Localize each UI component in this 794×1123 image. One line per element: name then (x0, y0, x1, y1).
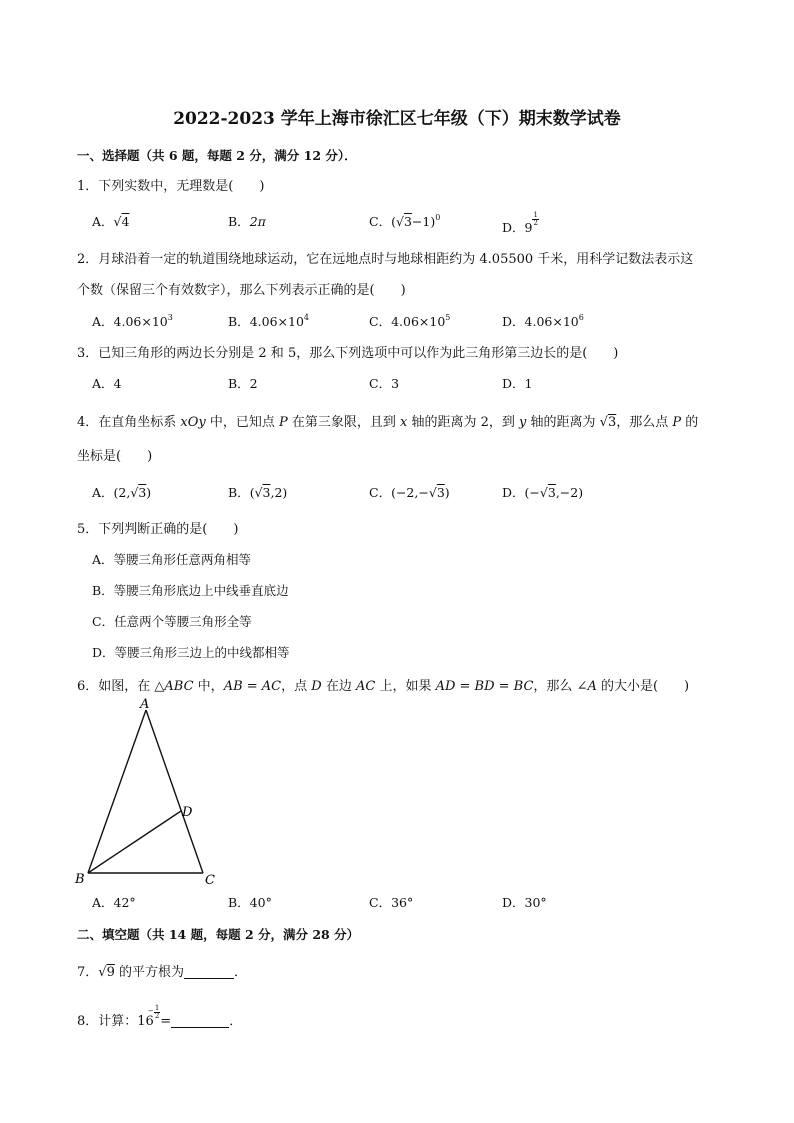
question-6-option-c: C．36° (369, 895, 414, 910)
question-4-option-d: D．(−√3,−2) (502, 485, 584, 500)
question-3-option-b: B．2 (228, 376, 258, 391)
question-2-stem-line1: 2．月球沿着一定的轨道围绕地球运动，它在远地点时与地球相距约为 4.05500 千米，用科学记数法表示这 (77, 252, 694, 267)
question-5-option-d: D．等腰三角形三边上的中线都相等 (92, 645, 290, 660)
vertex-label-d: D (182, 805, 193, 820)
question-1-option-a: A．√4 (92, 214, 130, 229)
question-3-option-d: D．1 (502, 376, 533, 391)
section-heading-choice: 一、选择题（共 6 题，每题 2 分，满分 12 分）． (77, 148, 357, 163)
question-1-option-d: D．9 $\frac{1}{2}$ (502, 211, 538, 235)
answer-blank[interactable] (171, 1014, 229, 1028)
vertex-label-a: A (140, 697, 150, 712)
side-ab (88, 710, 146, 873)
vertex-label-c: C (205, 873, 215, 888)
question-6-option-a: A．42° (92, 895, 136, 910)
question-6-stem: 6．如图，在 △ABC 中，AB = AC，点 D 在边 AC 上，如果 AD = BD = BC，那么 ∠A 的大小是( ) (77, 679, 690, 694)
question-4-option-c: C．(−2,−√3) (369, 485, 450, 500)
question-4-option-a: A．(2,√3) (92, 485, 152, 500)
question-1-option-b: B．2π (228, 214, 266, 229)
question-5-option-a: A．等腰三角形任意两角相等 (92, 552, 252, 567)
triangle-figure (70, 695, 230, 891)
question-2-option-c: C．$4.06\times 10^5$ (369, 313, 451, 329)
question-5-option-c: C．任意两个等腰三角形全等 (92, 614, 252, 629)
section-heading-fill: 二、填空题（共 14 题，每题 2 分，满分 28 分） (77, 927, 360, 942)
vertex-label-b: B (75, 872, 85, 887)
question-4-stem-line1: 4．在直角坐标系 xOy 中，已知点 P 在第三象限，且到 x 轴的距离为 2，到 y 轴的距离为 √3，那么点 P 的 (77, 415, 699, 430)
question-3-option-c: C．3 (369, 376, 400, 391)
question-1-stem: 1．下列实数中，无理数是( ) (77, 179, 265, 194)
question-2-stem-line2: 个数（保留三个有效数字），那么下列表示正确的是( ) (77, 283, 406, 298)
question-4-stem-line2: 坐标是( ) (77, 449, 153, 464)
question-3-option-a: A．4 (92, 376, 122, 391)
question-3-stem: 3．已知三角形的两边长分别是 2 和 5，那么下列选项中可以作为此三角形第三边长的是( ) (77, 346, 619, 361)
question-7: 7．√9 的平方根为 ． (77, 965, 248, 980)
segment-bd (88, 811, 181, 873)
question-6-option-b: B．40° (228, 895, 272, 910)
side-ac (146, 710, 203, 873)
question-2-option-d: D．$4.06\times 10^6$ (502, 313, 584, 329)
question-2-option-a: A．$4.06\times 10^3$ (92, 313, 173, 329)
question-2-option-b: B．$4.06\times 10^4$ (228, 313, 309, 329)
question-5-option-b: B．等腰三角形底边上中线垂直底边 (92, 583, 289, 598)
question-8: 8．计算：16 − 1 2 = ． (77, 1004, 243, 1029)
question-1-option-c: C．$(√3-1)^0$ (369, 213, 441, 229)
question-5-stem: 5．下列判断正确的是( ) (77, 522, 239, 537)
question-6-option-d: D．30° (502, 895, 547, 910)
answer-blank[interactable] (184, 965, 234, 979)
question-4-option-b: B．(√3,2) (228, 485, 288, 500)
page-title: 2022-2023 学年上海市徐汇区七年级（下）期末数学试卷 (173, 109, 621, 129)
